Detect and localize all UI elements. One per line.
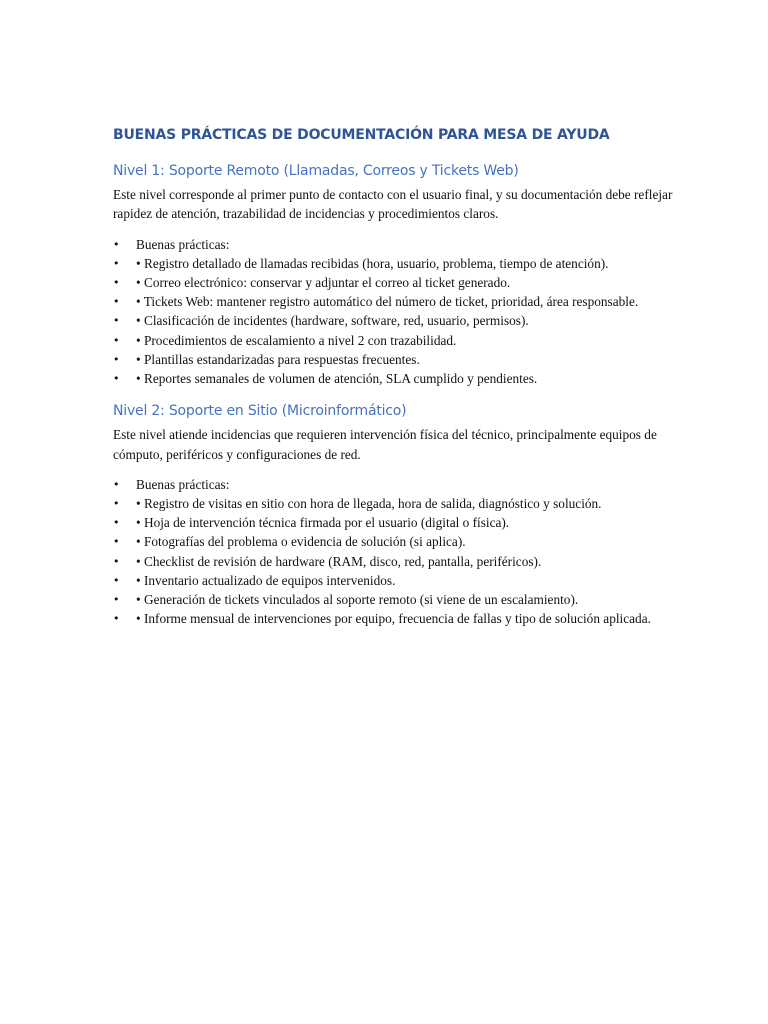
list-item-text: • Inventario actualizado de equipos intervenidos. — [136, 572, 396, 588]
bullet-icon: • — [113, 477, 120, 491]
bullet-icon: • — [113, 352, 120, 366]
list-item — [113, 571, 673, 590]
list-item — [113, 590, 673, 609]
list-item — [113, 369, 673, 388]
list-item-text: • Procedimientos de escalamiento a nivel 2 con trazabilidad. — [136, 332, 457, 348]
list-item-text: • Correo electrónico: conservar y adjuntar el correo al ticket generado. — [136, 275, 511, 290]
list-item-text: • Tickets Web: mantener registro automático del número de ticket, prioridad, área responsable. — [136, 294, 639, 310]
section-heading: Nivel 1: Soporte Remoto (Llamadas, Correos y Tickets Web) — [113, 163, 519, 179]
bullet-icon: • — [113, 535, 120, 549]
section-intro: Este nivel corresponde al primer punto de contacto con el usuario final, y su documentación debe reflejar rapidez de atención, trazabilidad de incidencias y procedimientos claros. — [113, 187, 673, 222]
list-item — [113, 273, 673, 292]
list-item — [113, 292, 673, 311]
section-intro: Este nivel atiende incidencias que requieren intervención física del técnico, principalmente equipos de cómputo, periféricos y configuraciones de red. — [113, 427, 657, 462]
bullet-icon: • — [113, 554, 120, 568]
list-item — [113, 254, 673, 273]
bullet-icon: • — [113, 276, 120, 289]
list-item-text: • Checklist de revisión de hardware (RAM, disco, red, pantalla, periféricos). — [136, 553, 542, 569]
list-item-text: • Generación de tickets vinculados al soporte remoto (si viene de un escalamiento). — [136, 592, 579, 608]
bullet-icon: • — [113, 256, 120, 270]
list-item — [113, 311, 673, 330]
bullet-list — [113, 475, 673, 629]
bullet-list — [113, 235, 673, 389]
bullet-icon: • — [113, 333, 120, 347]
list-item — [113, 235, 673, 254]
list-item — [113, 350, 673, 369]
list-item — [113, 331, 673, 350]
bullet-icon: • — [113, 516, 120, 530]
section-nivel-2 — [113, 400, 673, 628]
section-nivel-1 — [113, 160, 673, 388]
list-item-text: • Registro detallado de llamadas recibidas (hora, usuario, problema, tiempo de atención). — [136, 255, 609, 271]
list-item-text: Buenas prácticas: — [136, 476, 230, 492]
document-title: BUENAS PRÁCTICAS DE DOCUMENTACIÓN PARA MESA DE AYUDA — [113, 127, 610, 143]
list-item — [113, 552, 673, 571]
section-heading: Nivel 2: Soporte en Sitio (Microinformático) — [113, 403, 407, 420]
document-body — [113, 124, 673, 628]
bullet-icon: • — [113, 314, 120, 328]
bullet-icon: • — [113, 612, 120, 626]
list-item-text: • Hoja de intervención técnica firmada por el usuario (digital o física). — [136, 515, 510, 531]
list-item-text: • Fotografías del problema o evidencia de solución (si aplica). — [136, 534, 466, 550]
bullet-icon: • — [113, 497, 120, 511]
bullet-icon: • — [113, 593, 120, 607]
list-item-text: • Registro de visitas en sitio con hora de llegada, hora de salida, diagnóstico y solución. — [136, 496, 602, 512]
list-item — [113, 532, 673, 551]
list-item-text: • Plantillas estandarizadas para respuestas frecuentes. — [136, 351, 420, 367]
bullet-icon: • — [113, 237, 120, 251]
list-item-text: • Reportes semanales de volumen de atención, SLA cumplido y pendientes. — [136, 371, 538, 387]
list-item — [113, 494, 673, 513]
list-item-text: • Informe mensual de intervenciones por equipo, frecuencia de fallas y tipo de solución aplicada. — [136, 611, 651, 627]
list-item-text: Buenas prácticas: — [136, 236, 230, 252]
list-item — [113, 513, 673, 532]
list-item-text: • Clasificación de incidentes (hardware, software, red, usuario, permisos). — [136, 313, 529, 329]
list-item — [113, 475, 673, 494]
bullet-icon: • — [113, 573, 120, 587]
list-item — [113, 609, 673, 628]
bullet-icon: • — [113, 372, 120, 386]
bullet-icon: • — [113, 295, 120, 309]
